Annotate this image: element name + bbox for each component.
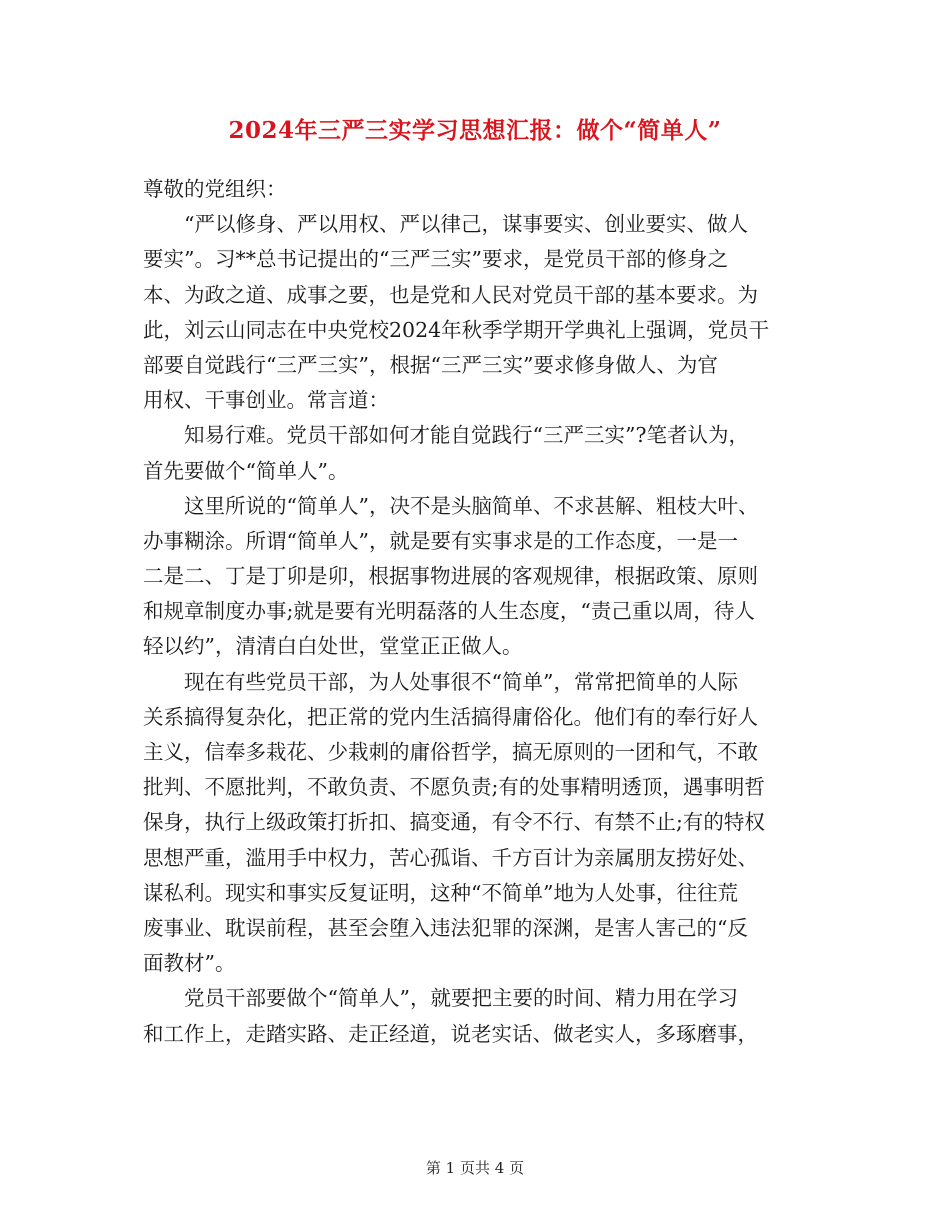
document-body <box>143 172 809 1052</box>
paragraph-line: 知易行难。党员干部如何才能自觉践行“三严三实”?笔者认为， <box>184 423 749 448</box>
paragraph-line: 要实”。习**总书记提出的“三严三实”要求，是党员干部的修身之 <box>143 247 728 272</box>
paragraph-line: 办事糊涂。所谓“简单人”，就是要有实事求是的工作态度，一是一 <box>143 528 738 553</box>
paragraph-line: 轻以约”，清清白白处世，堂堂正正做人。 <box>143 634 523 659</box>
paragraph-line: 批判、不愿批判，不敢负责、不愿负责;有的处事精明透顶，遇事明哲 <box>143 775 765 800</box>
paragraph-line: 用权、干事创业。常言道： <box>143 388 389 413</box>
salutation-line: 尊敬的党组织： <box>143 177 287 201</box>
paragraph-line: 保身，执行上级政策打折扣、搞变通，有令不行、有禁不止;有的特权 <box>143 810 765 835</box>
paragraph-line: 和规章制度办事;就是要有光明磊落的人生态度，“责己重以周，待人 <box>143 599 755 624</box>
paragraph-line: 此，刘云山同志在中央党校2024年秋季学期开学典礼上强调，党员干 <box>143 317 770 342</box>
paragraph-line: 党员干部要做个“简单人”，就要把主要的时间、精力用在学习 <box>184 986 738 1011</box>
paragraph-line: 本、为政之道、成事之要，也是党和人民对党员干部的基本要求。为 <box>143 282 758 307</box>
paragraph-line: 部要自觉践行“三严三实”，根据“三严三实”要求修身做人、为官 <box>143 352 718 377</box>
paragraph-line: 废事业、耽误前程，甚至会堕入违法犯罪的深渊，是害人害己的“反 <box>143 915 748 940</box>
paragraph-line: 面教材”。 <box>143 951 236 976</box>
paragraph-line: 首先要做个“简单人”。 <box>143 458 349 483</box>
paragraph-line: 主义，信奉多栽花、少栽刺的庸俗哲学，搞无原则的一团和气，不敢 <box>143 740 758 764</box>
page-number-footer: 第 1 页共 4 页 <box>425 1159 525 1177</box>
document-title: 2024年三严三实学习思想汇报：做个“简单人” <box>228 117 722 144</box>
paragraph-line: 和工作上，走踏实路、走正经道，说老实话、做老实人，多琢磨事， <box>143 1021 758 1046</box>
paragraph-line: 谋私利。现实和事实反复证明，这种“不简单”地为人处事，往往荒 <box>143 880 738 905</box>
paragraph-line: 关系搞得复杂化，把正常的党内生活搞得庸俗化。他们有的奉行好人 <box>143 704 758 729</box>
paragraph-line: 思想严重，滥用手中权力，苦心孤诣、千方百计为亲属朋友捞好处、 <box>143 845 758 870</box>
paragraph-line: “严以修身、严以用权、严以律己，谋事要实、创业要实、做人 <box>184 212 748 237</box>
paragraph-line: 二是二、丁是丁卯是卯，根据事物进展的客观规律，根据政策、原则 <box>143 564 758 589</box>
paragraph-line: 这里所说的“简单人”，决不是头脑简单、不求甚解、粗枝大叶、 <box>184 493 759 518</box>
paragraph-line: 现在有些党员干部，为人处事很不“简单”，常常把简单的人际 <box>184 669 738 694</box>
